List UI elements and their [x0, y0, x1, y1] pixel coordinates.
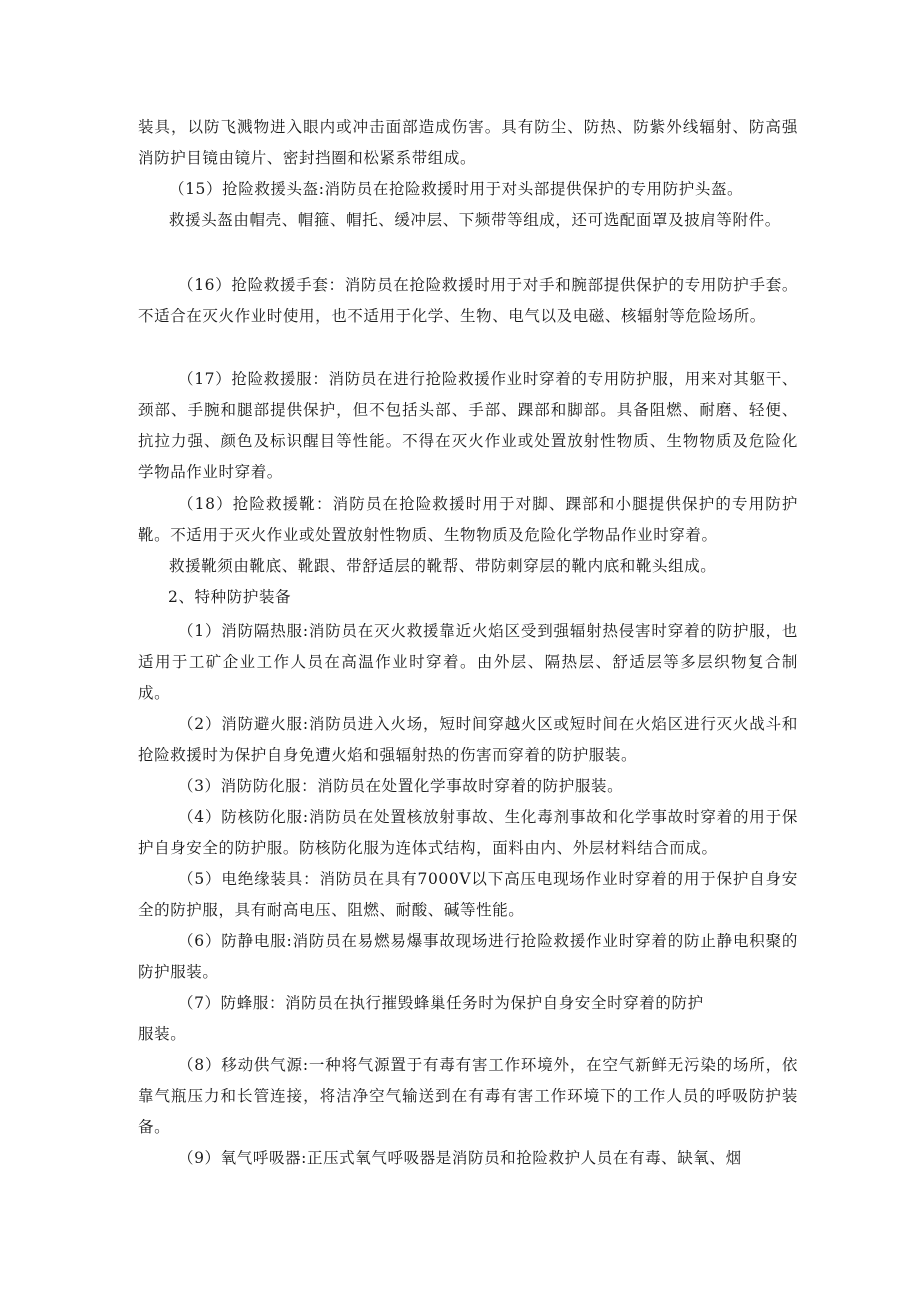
paragraph-rescue-helmet: （15）抢险救援头盔:消防员在抢险救援时用于对头部提供保护的专用防护头盔。 [169, 180, 744, 198]
paragraph-nuclear-chemical-suit: （4）防核防化服:消防员在处置核放射事故、生化毒剂事故和化学事故时穿着的用于保护自身安全的防护服。防核防化服为连体式结构，面料由内、外层材料结合而成。 [138, 808, 798, 857]
section-heading-special-equipment: 2、特种防护装备 [168, 588, 292, 606]
paragraph-mobile-air-supply: （8）移动供气源:一种将气源置于有毒有害工作环境外，在空气新鲜无污染的场所，依靠气瓶压力和长管连接，将洁净空气输送到在有毒有害工作环境下的工作人员的呼吸防护装备。 [138, 1056, 798, 1136]
paragraph-bee-suit-continued: 服装。 [138, 1025, 187, 1043]
paragraph-heat-insulation-suit: （1）消防隔热服:消防员在灭火救援靠近火焰区受到强辐射热侵害时穿着的防护服，也适用于工矿企业工作人员在高温作业时穿着。由外层、隔热层、舒适层等多层织物复合制成。 [138, 622, 798, 702]
paragraph-rescue-gloves: （16）抢险救援手套：消防员在抢险救援时用于对手和腕部提供保护的专用防护手套。不适合在灭火作业时使用，也不适用于化学、生物、电气以及电磁、核辐射等危险场所。 [138, 276, 798, 325]
paragraph-electrical-insulation: （5）电绝缘装具：消防员在具有7000V以下高压电现场作业时穿着的用于保护自身安全的防护服，具有耐高电压、阻燃、耐酸、碱等性能。 [138, 870, 798, 919]
paragraph-fire-entry-suit: （2）消防避火服:消防员进入火场，短时间穿越火区或短时间在火焰区进行灭火战斗和抢险救援时为保护自身免遭火焰和强辐射热的伤害而穿着的防护服装。 [138, 715, 798, 764]
paragraph-boots-composition: 救援靴须由靴底、靴跟、带舒适层的靴帮、带防刺穿层的靴内底和靴头组成。 [169, 557, 717, 575]
paragraph-bee-suit: （7）防蜂服：消防员在执行摧毁蜂巢任务时为保护自身安全时穿着的防护 [178, 994, 704, 1012]
paragraph-goggles: 装具，以防飞溅物进入眼内或冲击面部造成伤害。具有防尘、防热、防紫外线辐射、防高强消防护目镜由镜片、密封挡圈和松紧系带组成。 [138, 118, 798, 167]
paragraph-rescue-boots: （18）抢险救援靴：消防员在抢险救援时用于对脚、踝部和小腿提供保护的专用防护靴。不适用于灭火作业或处置放射性物质、生物物质及危险化学物品作业时穿着。 [138, 495, 798, 544]
paragraph-antistatic-suit: （6）防静电服:消防员在易燃易爆事故现场进行抢险救援作业时穿着的防止静电积聚的防护服装。 [138, 932, 798, 981]
paragraph-chemical-suit: （3）消防防化服：消防员在处置化学事故时穿着的防护服装。 [178, 777, 624, 795]
paragraph-oxygen-breathing-apparatus: （9）氧气呼吸器:正压式氧气呼吸器是消防员和抢险救护人员在有毒、缺氧、烟 [178, 1149, 742, 1167]
paragraph-helmet-composition: 救援头盔由帽壳、帽箍、帽托、缓冲层、下频带等组成，还可选配面罩及披肩等附件。 [169, 211, 781, 229]
paragraph-rescue-suit: （17）抢险救援服：消防员在进行抢险救援作业时穿着的专用防护服，用来对其躯干、颈部、手腕和腿部提供保护，但不包括头部、手部、踝部和脚部。具备阻燃、耐磨、轻便、抗拉力强、颜色及标识醒目等性能。不得在灭火作业或处置放射性物质、生物物质及危险化学物品作业时穿着。 [138, 370, 798, 481]
